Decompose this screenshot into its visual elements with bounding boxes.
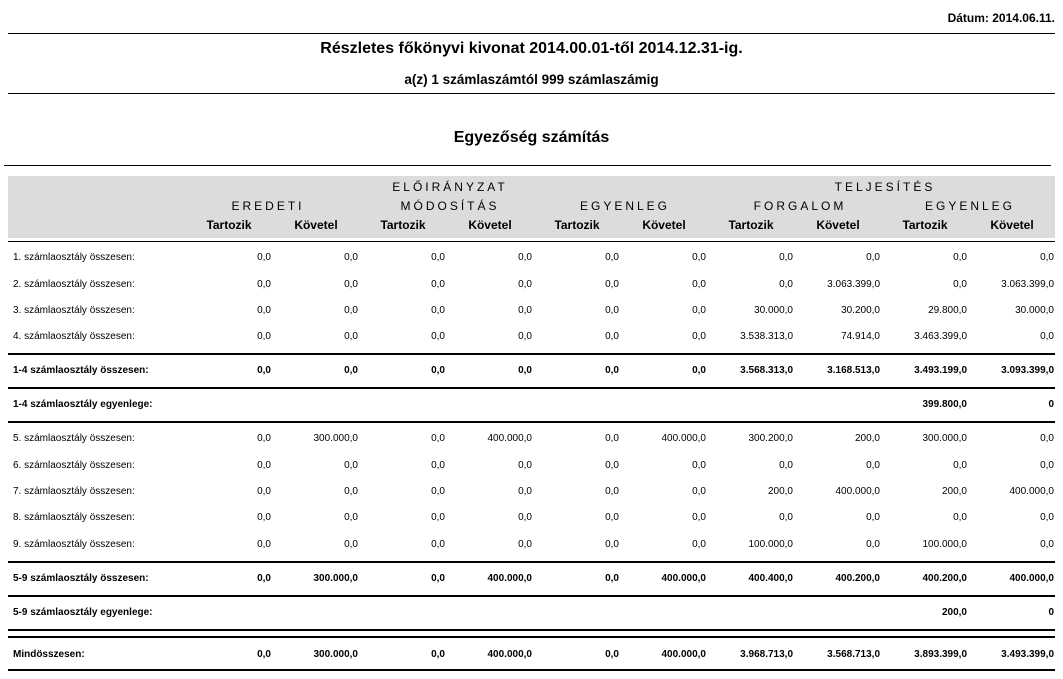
- cell-value: 0,0: [431, 512, 445, 523]
- cell-value: 0,0: [431, 486, 445, 497]
- cell-value: 400.200,0: [835, 573, 880, 584]
- col-header-tartozik: Tartozik: [380, 218, 426, 232]
- cell-value: 0,0: [257, 365, 271, 376]
- cell-value: 300.000,0: [313, 433, 358, 444]
- cell-value: 100.000,0: [922, 539, 967, 550]
- row-label: 5. számlaosztály összesen:: [13, 433, 135, 444]
- cell-value: 0,0: [431, 573, 445, 584]
- cell-value: 0,0: [518, 539, 532, 550]
- cell-value: 400.000,0: [487, 649, 532, 660]
- cell-value: 74.914,0: [841, 331, 880, 342]
- cell-value: 3.568.713,0: [827, 649, 880, 660]
- cell-value: 0,0: [518, 365, 532, 376]
- cell-value: 0,0: [257, 486, 271, 497]
- table-row: [8, 539, 1055, 557]
- row-label: 7. számlaosztály összesen:: [13, 486, 135, 497]
- cell-value: 399.800,0: [922, 399, 967, 410]
- cell-value: 0,0: [692, 512, 706, 523]
- cell-value: 0,0: [344, 460, 358, 471]
- cell-value: 0,0: [518, 486, 532, 497]
- cell-value: 400.000,0: [661, 573, 706, 584]
- table-rule: [8, 595, 1055, 597]
- col-group-teljesites-egyenleg: EGYENLEG: [924, 199, 1016, 213]
- cell-value: 0,0: [257, 331, 271, 342]
- cell-value: 0,0: [779, 460, 793, 471]
- table-row: [8, 305, 1055, 323]
- cell-value: 0,0: [605, 305, 619, 316]
- col-header-kovetel: Követel: [468, 218, 512, 232]
- cell-value: 0,0: [344, 486, 358, 497]
- table-rule: [8, 629, 1055, 631]
- row-label: 1. számlaosztály összesen:: [13, 252, 135, 263]
- cell-value: 0,0: [431, 331, 445, 342]
- cell-value: 0,0: [1040, 460, 1054, 471]
- cell-value: 0,0: [518, 279, 532, 290]
- cell-value: 0,0: [692, 331, 706, 342]
- cell-value: 30.200,0: [841, 305, 880, 316]
- row-label: Mindösszesen:: [13, 649, 85, 660]
- cell-value: 0,0: [257, 305, 271, 316]
- cell-value: 0,0: [605, 279, 619, 290]
- section-title: Egyezőség számítás: [453, 129, 610, 146]
- table-rule: [8, 353, 1055, 355]
- table-row: [8, 252, 1055, 270]
- row-label: 2. számlaosztály összesen:: [13, 279, 135, 290]
- table-rule: [8, 387, 1055, 389]
- cell-value: 400.000,0: [487, 573, 532, 584]
- row-label: 1-4 számlaosztály összesen:: [13, 365, 149, 376]
- col-header-tartozik: Tartozik: [728, 218, 774, 232]
- cell-value: 3.493.399,0: [1001, 649, 1054, 660]
- cell-value: 30.000,0: [1015, 305, 1054, 316]
- cell-value: 0,0: [257, 539, 271, 550]
- cell-value: 0,0: [866, 252, 880, 263]
- col-header-kovetel: Követel: [816, 218, 860, 232]
- table-summary-row: [8, 607, 1055, 625]
- cell-value: 0,0: [344, 512, 358, 523]
- cell-value: 0: [1048, 607, 1054, 618]
- cell-value: 0,0: [431, 279, 445, 290]
- table-row: [8, 486, 1055, 504]
- cell-value: 0,0: [518, 252, 532, 263]
- cell-value: 0,0: [1040, 539, 1054, 550]
- cell-value: 0,0: [779, 252, 793, 263]
- col-header-kovetel: Követel: [990, 218, 1034, 232]
- cell-value: 0,0: [605, 539, 619, 550]
- cell-value: 0,0: [431, 252, 445, 263]
- cell-value: 0,0: [692, 539, 706, 550]
- cell-value: 0,0: [431, 305, 445, 316]
- cell-value: 0,0: [257, 433, 271, 444]
- cell-value: 29.800,0: [928, 305, 967, 316]
- table-summary-row: [8, 573, 1055, 591]
- cell-value: 0,0: [953, 512, 967, 523]
- row-label: 8. számlaosztály összesen:: [13, 512, 135, 523]
- cell-value: 400.000,0: [1009, 573, 1054, 584]
- cell-value: 0,0: [257, 279, 271, 290]
- cell-value: 3.463.399,0: [914, 331, 967, 342]
- cell-value: 0,0: [518, 331, 532, 342]
- cell-value: 0,0: [953, 279, 967, 290]
- col-group-eloiranyzat: ELŐIRÁNYZAT: [392, 180, 508, 194]
- cell-value: 400.000,0: [835, 486, 880, 497]
- cell-value: 0,0: [866, 539, 880, 550]
- table-summary-row: [8, 649, 1055, 667]
- cell-value: 0,0: [344, 279, 358, 290]
- table-row: [8, 460, 1055, 478]
- cell-value: 0,0: [605, 649, 619, 660]
- cell-value: 0,0: [344, 365, 358, 376]
- cell-value: 400.000,0: [661, 433, 706, 444]
- cell-value: 3.538.313,0: [740, 331, 793, 342]
- cell-value: 400.000,0: [487, 433, 532, 444]
- cell-value: 0,0: [953, 460, 967, 471]
- col-group-forgalom: FORGALOM: [753, 199, 847, 213]
- cell-value: 0,0: [431, 365, 445, 376]
- cell-value: 3.063.399,0: [827, 279, 880, 290]
- cell-value: 0,0: [779, 512, 793, 523]
- row-label: 9. számlaosztály összesen:: [13, 539, 135, 550]
- divider-section: [4, 165, 1051, 166]
- cell-value: 300.000,0: [313, 649, 358, 660]
- cell-value: 0,0: [605, 460, 619, 471]
- col-header-tartozik: Tartozik: [554, 218, 600, 232]
- cell-value: 0,0: [1040, 252, 1054, 263]
- col-header-kovetel: Követel: [642, 218, 686, 232]
- cell-value: 0,0: [605, 573, 619, 584]
- table-row: [8, 512, 1055, 530]
- cell-value: 0,0: [257, 252, 271, 263]
- cell-value: 0,0: [953, 252, 967, 263]
- table-rule: [8, 241, 1055, 242]
- cell-value: 0,0: [344, 252, 358, 263]
- cell-value: 3.093.399,0: [1001, 365, 1054, 376]
- col-header-tartozik: Tartozik: [902, 218, 948, 232]
- report-date: Dátum: 2014.06.11.: [947, 11, 1055, 25]
- table-rule: [8, 669, 1055, 671]
- cell-value: 0,0: [1040, 331, 1054, 342]
- row-label: 6. számlaosztály összesen:: [13, 460, 135, 471]
- col-header-tartozik: Tartozik: [206, 218, 252, 232]
- table-rule: [8, 421, 1055, 423]
- cell-value: 0,0: [1040, 512, 1054, 523]
- cell-value: 0,0: [866, 512, 880, 523]
- row-label: 1-4 számlaosztály egyenlege:: [13, 399, 153, 410]
- cell-value: 3.168.513,0: [827, 365, 880, 376]
- col-group-teljesites: TELJESÍTÉS: [834, 180, 936, 194]
- row-label: 4. számlaosztály összesen:: [13, 331, 135, 342]
- cell-value: 0,0: [692, 279, 706, 290]
- cell-value: 400.000,0: [661, 649, 706, 660]
- divider-top: [8, 33, 1055, 34]
- cell-value: 400.200,0: [922, 573, 967, 584]
- cell-value: 0,0: [518, 305, 532, 316]
- cell-value: 0,0: [692, 460, 706, 471]
- row-label: 5-9 számlaosztály összesen:: [13, 573, 149, 584]
- cell-value: 0,0: [257, 460, 271, 471]
- cell-value: 0,0: [431, 460, 445, 471]
- cell-value: 0,0: [692, 486, 706, 497]
- cell-value: 0,0: [866, 460, 880, 471]
- cell-value: 0,0: [344, 331, 358, 342]
- cell-value: 200,0: [854, 433, 880, 444]
- cell-value: 0,0: [518, 460, 532, 471]
- report-subtitle: a(z) 1 számlaszámtól 999 számlaszámig: [404, 72, 659, 87]
- col-group-modositas: MÓDOSÍTÁS: [400, 199, 500, 213]
- cell-value: 0: [1048, 399, 1054, 410]
- table-row: [8, 433, 1055, 451]
- col-group-egyenleg: EGYENLEG: [579, 199, 671, 213]
- cell-value: 200,0: [941, 607, 967, 618]
- cell-value: 0,0: [1040, 433, 1054, 444]
- cell-value: 0,0: [692, 365, 706, 376]
- table-summary-row: [8, 399, 1055, 417]
- cell-value: 0,0: [605, 331, 619, 342]
- cell-value: 0,0: [779, 279, 793, 290]
- cell-value: 300.000,0: [313, 573, 358, 584]
- cell-value: 400.000,0: [1009, 486, 1054, 497]
- table-rule: [8, 561, 1055, 563]
- cell-value: 400.400,0: [748, 573, 793, 584]
- report-title: Részletes főkönyvi kivonat 2014.00.01-től 2014.12.31-ig.: [320, 40, 743, 57]
- row-label: 3. számlaosztály összesen:: [13, 305, 135, 316]
- cell-value: 0,0: [344, 305, 358, 316]
- cell-value: 200,0: [767, 486, 793, 497]
- cell-value: 0,0: [257, 512, 271, 523]
- col-header-kovetel: Követel: [294, 218, 338, 232]
- divider-header: [8, 93, 1055, 94]
- cell-value: 0,0: [605, 486, 619, 497]
- cell-value: 0,0: [431, 433, 445, 444]
- cell-value: 0,0: [605, 512, 619, 523]
- cell-value: 3.568.313,0: [740, 365, 793, 376]
- cell-value: 0,0: [605, 433, 619, 444]
- row-label: 5-9 számlaosztály egyenlege:: [13, 607, 153, 618]
- cell-value: 0,0: [605, 252, 619, 263]
- cell-value: 0,0: [518, 512, 532, 523]
- cell-value: 0,0: [257, 573, 271, 584]
- cell-value: 3.063.399,0: [1001, 279, 1054, 290]
- table-row: [8, 279, 1055, 297]
- cell-value: 3.968.713,0: [740, 649, 793, 660]
- cell-value: 0,0: [344, 539, 358, 550]
- cell-value: 0,0: [692, 305, 706, 316]
- cell-value: 0,0: [257, 649, 271, 660]
- cell-value: 300.000,0: [922, 433, 967, 444]
- cell-value: 0,0: [431, 649, 445, 660]
- table-summary-row: [8, 365, 1055, 383]
- cell-value: 30.000,0: [754, 305, 793, 316]
- cell-value: 200,0: [941, 486, 967, 497]
- col-group-eredeti: EREDETI: [231, 199, 305, 213]
- cell-value: 3.893.399,0: [914, 649, 967, 660]
- cell-value: 300.200,0: [748, 433, 793, 444]
- cell-value: 0,0: [692, 252, 706, 263]
- cell-value: 100.000,0: [748, 539, 793, 550]
- cell-value: 0,0: [431, 539, 445, 550]
- cell-value: 0,0: [605, 365, 619, 376]
- table-rule: [8, 636, 1055, 638]
- table-row: [8, 331, 1055, 349]
- cell-value: 3.493.199,0: [914, 365, 967, 376]
